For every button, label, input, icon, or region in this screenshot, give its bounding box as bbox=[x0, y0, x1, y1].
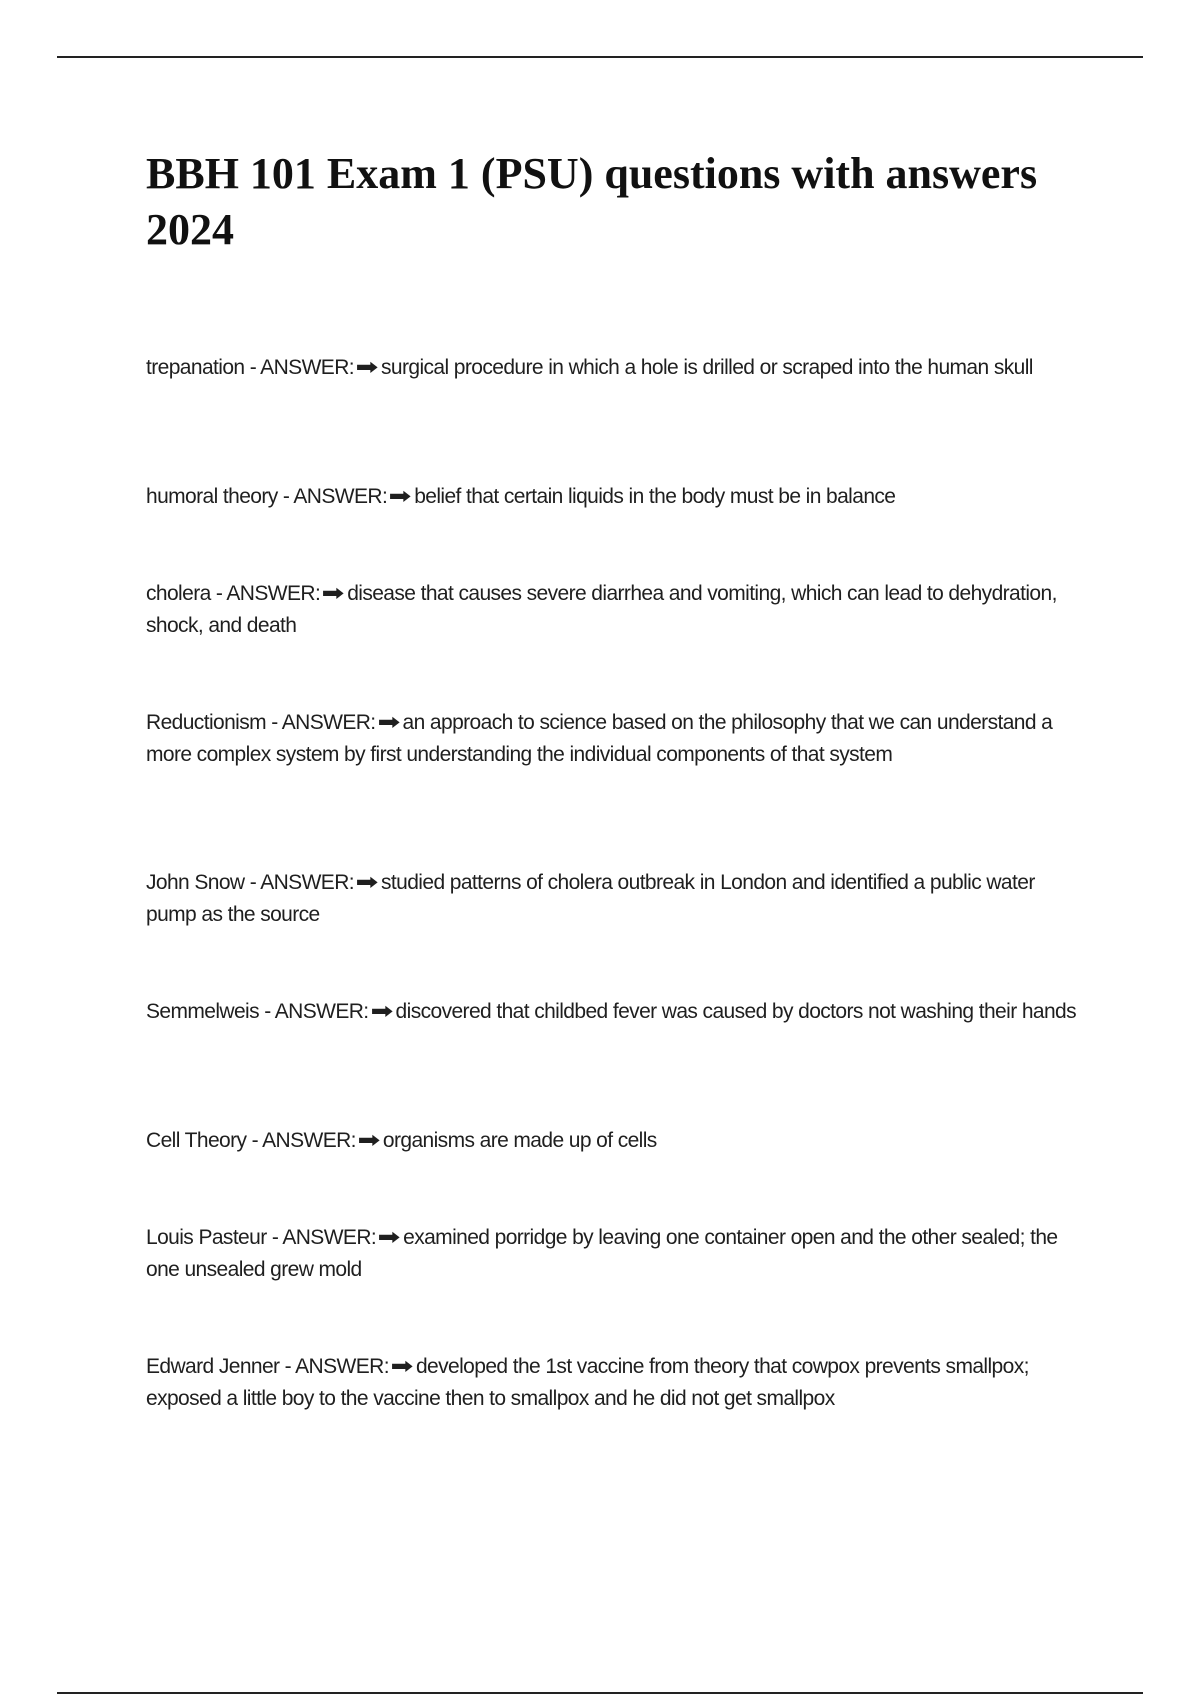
qa-item-cell-theory bbox=[146, 1125, 1086, 1157]
qa-item-cholera bbox=[146, 578, 1086, 642]
arrow-right-icon: ➡ bbox=[355, 356, 378, 379]
arrow-right-icon: ➡ bbox=[390, 1355, 413, 1378]
qa-answer: discovered that childbed fever was caused by doctors not washing their hands bbox=[395, 1000, 1077, 1023]
qa-term: cholera - ANSWER: bbox=[146, 582, 321, 605]
qa-term: Reductionism - ANSWER: bbox=[146, 711, 376, 734]
qa-answer: studied patterns of cholera outbreak in London and identified a public water pump as the source bbox=[146, 871, 1035, 926]
qa-answer: examined porridge by leaving one container open and the other sealed; the one unsealed grew mold bbox=[146, 1226, 1058, 1281]
bottom-divider bbox=[57, 1692, 1143, 1694]
qa-term: Louis Pasteur - ANSWER: bbox=[146, 1226, 377, 1249]
arrow-right-icon: ➡ bbox=[355, 871, 378, 894]
qa-answer: disease that causes severe diarrhea and vomiting, which can lead to dehydration, shock, and death bbox=[146, 582, 1057, 637]
qa-item-edward-jenner bbox=[146, 1351, 1086, 1415]
qa-item-semmelweis bbox=[146, 996, 1086, 1028]
arrow-right-icon: ➡ bbox=[376, 711, 400, 734]
qa-answer: developed the 1st vaccine from theory that cowpox prevents smallpox; exposed a little boy to the vaccine then to smallpox and he did not get smallpox bbox=[146, 1355, 1029, 1410]
qa-item-humoral-theory bbox=[146, 481, 1086, 513]
arrow-right-icon: ➡ bbox=[377, 1226, 400, 1249]
qa-term: trepanation - ANSWER: bbox=[146, 356, 354, 379]
qa-answer: belief that certain liquids in the body must be in balance bbox=[414, 485, 896, 508]
qa-item-reductionism bbox=[146, 707, 1086, 771]
qa-term: John Snow - ANSWER: bbox=[146, 871, 355, 894]
qa-item-trepanation bbox=[146, 352, 1086, 384]
page-title: BBH 101 Exam 1 (PSU) questions with answers 2024 bbox=[146, 149, 1038, 254]
qa-item-louis-pasteur bbox=[146, 1222, 1086, 1286]
qa-item-john-snow bbox=[146, 867, 1086, 931]
top-divider bbox=[57, 56, 1143, 58]
arrow-right-icon: ➡ bbox=[321, 582, 344, 605]
qa-answer: an approach to science based on the philosophy that we can understand a more complex system by first understanding the individual components of that system bbox=[146, 711, 1053, 766]
qa-term: Edward Jenner - ANSWER: bbox=[146, 1355, 389, 1378]
qa-term: Cell Theory - ANSWER: bbox=[146, 1129, 356, 1152]
arrow-right-icon: ➡ bbox=[357, 1129, 380, 1152]
qa-answer: surgical procedure in which a hole is drilled or scraped into the human skull bbox=[381, 356, 1033, 379]
qa-term: humoral theory - ANSWER: bbox=[146, 485, 388, 508]
qa-term: Semmelweis - ANSWER: bbox=[146, 1000, 369, 1023]
arrow-right-icon: ➡ bbox=[369, 1000, 393, 1023]
arrow-right-icon: ➡ bbox=[388, 485, 411, 508]
qa-answer: organisms are made up of cells bbox=[382, 1129, 657, 1152]
